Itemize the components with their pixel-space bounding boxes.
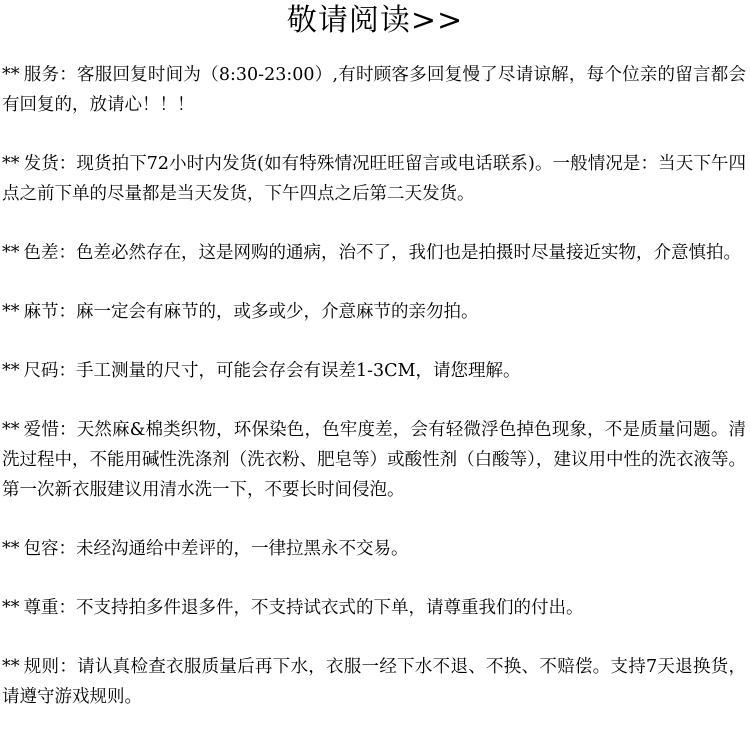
notice-item-tolerance: ** 包容：未经沟通给中差评的，一律拉黑永不交易。 <box>2 539 409 559</box>
notice-item-care: ** 爱惜：天然麻&棉类织物，环保染色，色牢度差，会有轻微浮色掉色现象，不是质量问题。清洗过程中，不能用碱性洗涤剂（洗衣粉、肥皂等）或酸性剂（白酸等），建议用中性的洗衣液等。第一次新衣服建议用清水洗一下，不要长时间侵泡。 <box>2 420 747 500</box>
notice-marker: ** <box>2 361 20 381</box>
notice-marker: ** <box>2 539 20 559</box>
notice-text: 色差必然存在，这是网购的通病，治不了，我们也是拍摄时尽量接近实物，介意慎拍。 <box>76 243 741 263</box>
notice-item-sizing: ** 尺码：手工测量的尺寸，可能会存会有误差1-3CM，请您理解。 <box>2 361 521 381</box>
notice-marker: ** <box>2 302 20 322</box>
notice-text: 现货拍下72小时内发货(如有特殊情况旺旺留言或电话联系)。一般情况是：当天下午四点之前下单的尽量都是当天发货，下午四点之后第二天发货。 <box>2 154 747 204</box>
notice-label: 发货 <box>23 154 59 174</box>
notice-label: 爱惜 <box>23 420 60 440</box>
notice-marker: ** <box>2 420 20 440</box>
notice-marker: ** <box>2 154 20 174</box>
notice-text: 麻一定会有麻节的，或多或少，介意麻节的亲勿拍。 <box>76 302 479 322</box>
notice-text: 手工测量的尺寸，可能会存会有误差1-3CM，请您理解。 <box>76 361 521 381</box>
notice-label: 麻节 <box>23 302 59 322</box>
notice-label: 包容 <box>23 539 59 559</box>
notice-label: 规则 <box>23 657 60 677</box>
page-title: 敬请阅读>> <box>286 3 464 38</box>
notice-text: 客服回复时间为（8:30-23:00）,有时顾客多回复慢了尽请谅解，每个位亲的留言都会有回复的，放请心！！！ <box>2 65 747 115</box>
notice-marker: ** <box>2 65 20 85</box>
notice-label: 服务 <box>23 65 60 85</box>
notice-item-shipping: ** 发货：现货拍下72小时内发货(如有特殊情况旺旺留言或电话联系)。一般情况是：当天下午四点之前下单的尽量都是当天发货，下午四点之后第二天发货。 <box>2 154 747 204</box>
notice-text: 请认真检查衣服质量后再下水，衣服一经下水不退、不换、不赔偿。支持7天退换货，请遵守游戏规则。 <box>2 657 747 707</box>
notice-item-color-difference: ** 色差：色差必然存在，这是网购的通病，治不了，我们也是拍摄时尽量接近实物，介意慎拍。 <box>2 243 741 263</box>
notice-item-rules: ** 规则：请认真检查衣服质量后再下水，衣服一经下水不退、不换、不赔偿。支持7天退换货，请遵守游戏规则。 <box>2 657 747 707</box>
notice-marker: ** <box>2 598 20 618</box>
notice-text: 未经沟通给中差评的，一律拉黑永不交易。 <box>76 539 409 559</box>
notice-marker: ** <box>2 243 20 263</box>
notice-item-linen-slub: ** 麻节：麻一定会有麻节的，或多或少，介意麻节的亲勿拍。 <box>2 302 479 322</box>
notice-label: 尺码 <box>23 361 59 381</box>
notice-item-service: ** 服务：客服回复时间为（8:30-23:00）,有时顾客多回复慢了尽请谅解，每个位亲的留言都会有回复的，放请心！！！ <box>2 65 747 115</box>
notice-marker: ** <box>2 657 20 677</box>
notice-label: 色差 <box>23 243 59 263</box>
notice-label: 尊重 <box>23 598 59 618</box>
notice-item-respect: ** 尊重：不支持拍多件退多件，不支持试衣式的下单，请尊重我们的付出。 <box>2 598 584 618</box>
notice-text: 天然麻&棉类织物，环保染色，色牢度差，会有轻微浮色掉色现象，不是质量问题。清洗过程中，不能用碱性洗涤剂（洗衣粉、肥皂等）或酸性剂（白酸等），建议用中性的洗衣液等。第一次新衣服建议用清水洗一下，不要长时间侵泡。 <box>2 420 747 500</box>
notice-text: 不支持拍多件退多件，不支持试衣式的下单，请尊重我们的付出。 <box>76 598 584 618</box>
notice-list <box>2 60 746 741</box>
